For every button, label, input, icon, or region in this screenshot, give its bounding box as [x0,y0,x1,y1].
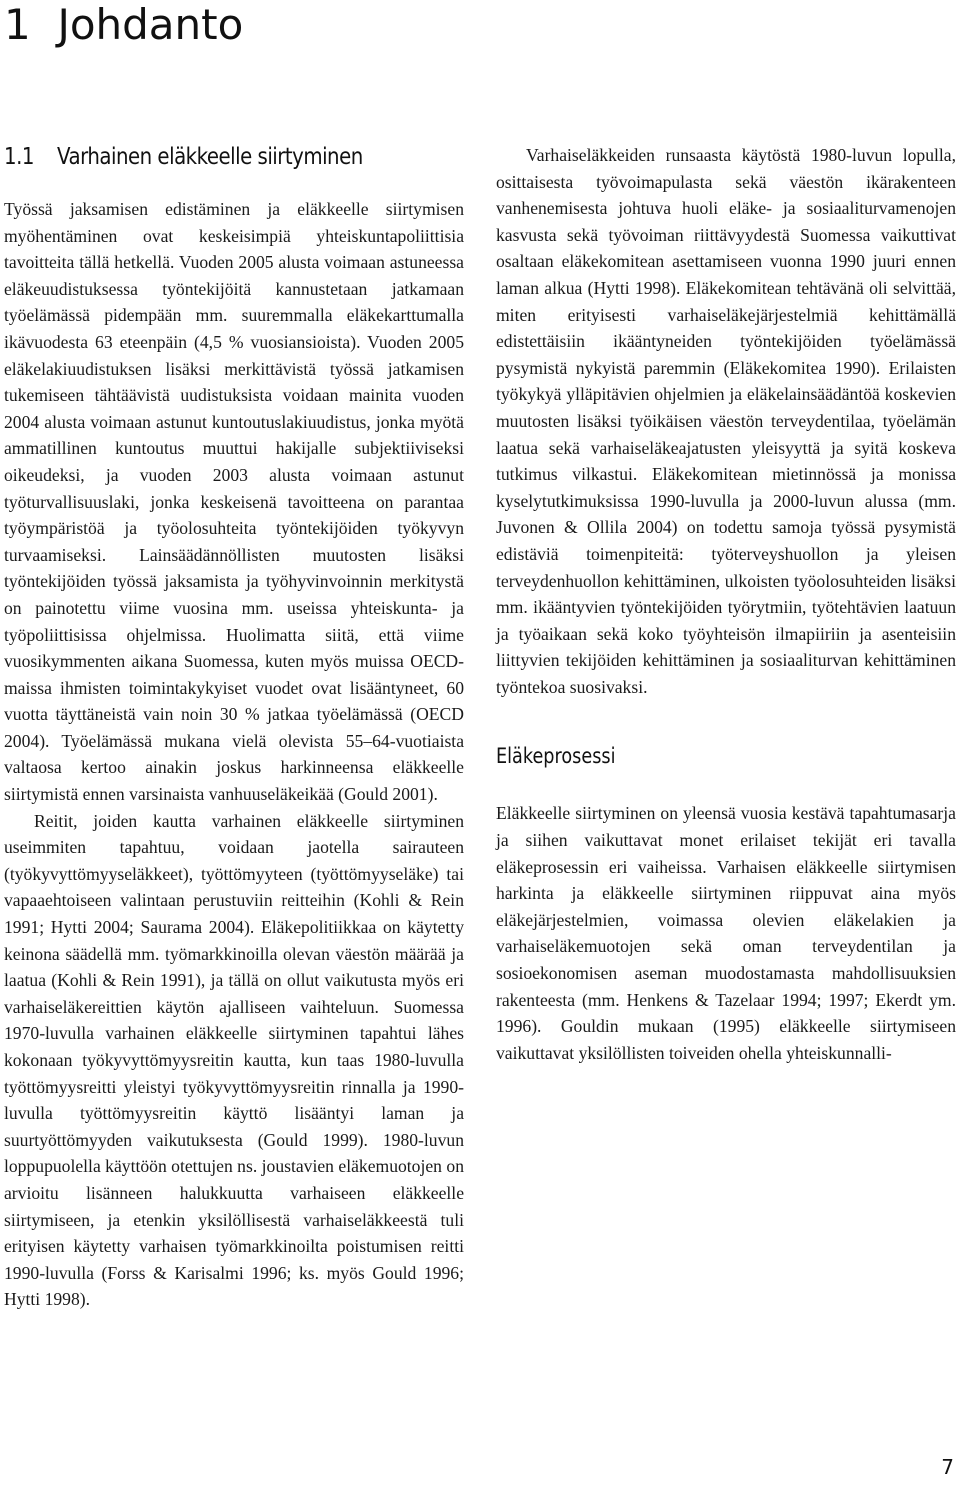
chapter-title-text: Johdanto [57,0,244,49]
paragraph: Varhaiseläkkeiden runsaasta käytöstä 1980-luvun lopulla, osittaisesta työvoimapulasta sekä väestön ikärakenteen vanhenemisesta johtuva huoli eläke- ja sosiaaliturvamenojen kasvusta sekä työvoiman riittävyydestä Suomessa vaikuttivat osaltaan eläkekomitean asettamiseen vuonna 1990 juuri ennen laman alkua (Hytti 1998). Eläkekomitean tehtävänä oli selvittää, miten erityisesti varhaiseläkejärjestelmiä kehittämällä edistettäisiin ikääntyneiden työntekijöiden työelämässä pysymistä nykyistä paremmin (Eläkekomitea 1990). Erilaisten työkykyä ylläpitävien ohjelmien ja eläkelainsäädäntöä koskevien muutosten lisäksi työikäisen väestön terveydentilaa, työelämän laatua sekä varhaiseläkeajatusten yleisyyttä ja syitä koskeva tutkimus vilkastui. Eläkekomitean mietinnössä ja monissa kyselytutkimuksissa 1990-luvulla ja 2000-luvun alussa (mm. Juvonen & Ollila 2004) on todettu samoja työssä pysymistä edistäviä toimenpiteitä: työterveyshuollon ja yleisen terveydenhuollon kehittäminen, ulkoisten työolosuhteiden lisäksi mm. ikääntyvien työntekijöiden työrytmiin, työtehtävien laatuun ja työaikaan sekä koko työyhteisön ilmapiiriin ja asenteisiin liittyvien tekijöiden kehittäminen ja sosiaaliturvan kehittäminen työntekoa suosivaksi. [496,145,956,697]
chapter-number: 1 [4,0,31,49]
subsection-heading: Eläkeprosessi [496,744,616,769]
section-title-text: Varhainen eläkkeelle siirtyminen [57,144,363,170]
section-number: 1.1 [4,144,34,170]
left-column [4,196,464,1313]
page-number: 7 [941,1455,954,1479]
paragraph: Reitit, joiden kautta varhainen eläkkeelle siirtyminen useimmiten tapahtuu, voidaan jaotella sairauteen (työkyvyttömyyseläkkeet), työttömyyteen (työttömyyseläke) tai vapaaehtoiseen valintaan perustuviin reitteihin (Kohli & Rein 1991; Hytti 2004; Saurama 2004). Eläkepolitiikkaa on käytetty keinona säädellä mm. työmarkkinoilla olevan väestön määrää ja laatua (Kohli & Rein 1991), ja tällä on ollut vaikutusta myös eri varhaiseläkereittien käytön ajalliseen vaihteluun. Suomessa 1970-luvulla varhainen eläkkeelle siirtyminen tapahtui lähes kokonaan työkyvyttömyysreitin kautta, kun taas 1980-luvulla työttömyysreitti yleistyi työkyvyttömyysreitin rinnalla ja 1990-luvulla työttömyysreitin käyttö lisääntyi laman ja suurtyöttömyyden vaikutuksesta (Gould 1999). 1980-luvun loppupuolella käyttöön otettujen ns. joustavien eläkemuotojen on arvioitu lisänneen halukkuutta varhaiseen eläkkeelle siirtymiseen, ja etenkin yksilöllisestä varhaiseläkkeestä tuli erityisen käytetty varhaisen työmarkkinoilta poistumisen reitti 1990-luvulla (Forss & Karisalmi 1996; ks. myös Gould 1996; Hytti 1998). [4,810,464,1310]
paragraph: Työssä jaksamisen edistäminen ja eläkkeelle siirtymisen myöhentäminen ovat keskeisimpiä yhteiskuntapoliittisia tavoitteita tällä hetkellä. Vuoden 2005 alusta voimaan astuneessa eläkeuudistuksessa työntekijöitä kannustetaan jatkamaan työelämässä pidempään mm. suuremmalla eläkekarttumalla ikävuodesta 63 eteenpäin (4,5 % vuosiansioista). Vuoden 2005 eläkelakiuudistuksen lisäksi merkittävistä työssä jatkamisen tukemiseen tähtäävistä uudistuksista voidaan mainita vuoden 2004 alusta voimaan astunut kuntoutuslakiuudistus, jonka myötä ammatillinen kuntoutus muuttui hakijalle subjektiiviseksi oikeudeksi, ja vuoden 2003 alusta voimaan astunut työturvallisuuslaki, jonka keskeisenä tavoitteena on parantaa työympäristöä ja työolosuhteita työntekijöiden työkyvyn turvaamiseksi. Lainsäädännöllisten muutosten lisäksi työntekijöiden työssä jaksamista ja työhyvinvoinnin merkitystä on painotettu viime vuosina mm. useissa yhteiskunta- ja työpoliittisissa ohjelmissa. Huolimatta siitä, että viime vuosikymmenten aikana Suomessa, kuten myös muissa OECD-maissa ihmisten toimintakykyiset vuodet ovat lisääntyneet, 60 vuotta täyttäneistä vain noin 30 % jatkaa työelämässä (OECD 2004). Työelämässä mukana vielä olevista 55–64-vuotiaista valtaosa kertoo ainakin joskus harkinneensa eläkkeelle siirtymistä ennen varsinaista vanhuuseläkeikää (Gould 2001). [4,199,464,805]
chapter-title [4,2,243,48]
paragraph: Eläkkeelle siirtyminen on yleensä vuosia kestävä tapahtumasarja ja siihen vaikuttavat monet erilaiset tekijät eri tavalla eläkeprosessin eri vaiheissa. Varhaisen eläkkeelle siirtymisen harkinta ja eläkkeelle siirtyminen riippuvat aina myös eläkejärjestelmien, voimassa olevien eläkelakien ja varhaiseläkemuotojen sekä oman terveydentilan ja sosioekonomisen aseman muodostamasta mahdollisuuksien rakenteesta (mm. Henkens & Tazelaar 1994; 1997; Ekerdt ym. 1996). Gouldin mukaan (1995) eläkkeelle siirtymiseen vaikuttavat yksilöllisten toiveiden ohella yhteiskunnalli- [496,803,956,1063]
right-column [496,142,956,1066]
section-title [4,142,408,172]
